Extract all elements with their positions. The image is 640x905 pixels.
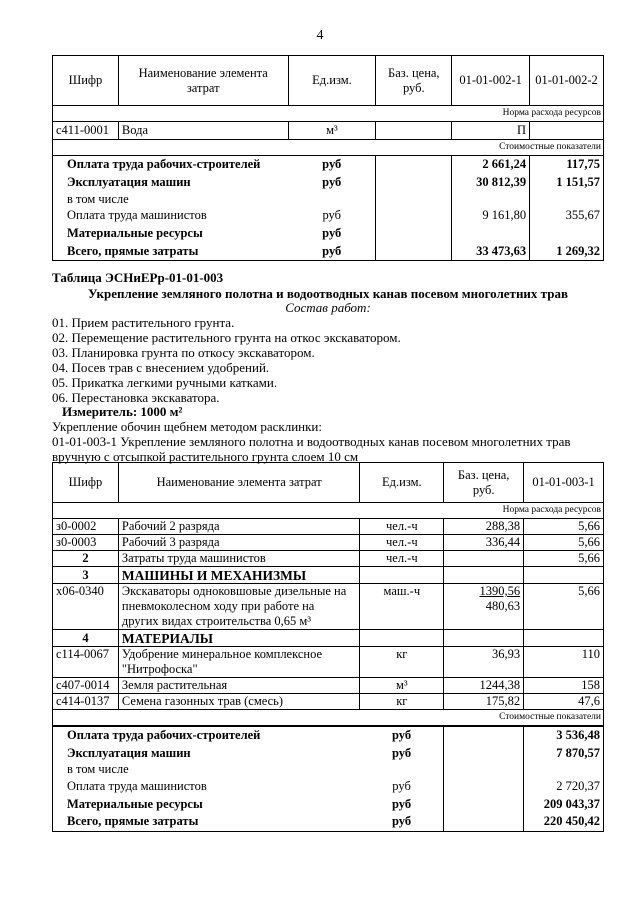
step-item: 01. Прием растительного грунта.: [52, 315, 235, 330]
material-value: 110: [524, 647, 604, 678]
cost-value-1: 2 661,24: [452, 156, 530, 174]
material-row: [53, 678, 604, 694]
cost-price: [376, 174, 452, 192]
material-price: 1244,38: [444, 678, 524, 694]
cost-value-2: 117,75: [530, 156, 604, 174]
material-code: с407-0014: [53, 678, 119, 694]
table-row: [53, 535, 604, 551]
cost-value-1: 33 473,63: [452, 243, 530, 261]
cost-value-2: 1 269,32: [530, 243, 604, 261]
header-price: Баз. цена, руб.: [376, 56, 452, 106]
section-subtitle: Укрепление земляного полотна и водоотводных канав посевом многолетних трав: [88, 286, 568, 301]
cost-price: [444, 795, 524, 813]
t2-cost-label: Стоимостные показатели: [53, 710, 604, 727]
cost-price: [376, 192, 452, 207]
header-name: Наименование элемента затрат: [118, 56, 288, 106]
cost-name: Оплата труда машинистов: [53, 207, 289, 225]
row-value: 5,66: [524, 519, 604, 535]
cost-value-2: [530, 192, 604, 207]
machine-name-line3: других видах строительства 0,65 м³: [121, 614, 312, 628]
machine-name-line2: пневмоколесном ходу при работе на: [121, 599, 315, 613]
cost-name: Эксплуатация машин: [53, 744, 360, 762]
desc-line-2: 01-01-003-1 Укрепление земляного полотна и водоотводных канав посевом многолетних трав: [52, 434, 571, 449]
cost-label: Стоимостные показатели: [53, 140, 604, 156]
resource-value-1: П: [452, 122, 530, 140]
cost-unit: руб: [288, 174, 376, 192]
materials-section-title: МАТЕРИАЛЫ: [118, 630, 359, 647]
cost-value: 7 870,57: [524, 744, 604, 762]
cost-value-1: [452, 225, 530, 243]
cost-name: Оплата труда машинистов: [53, 777, 360, 795]
table-row: [53, 551, 604, 567]
t2-header-col1: 01-01-003-1: [524, 463, 604, 503]
cost-value: 220 450,42: [524, 813, 604, 831]
header-col2: 01-01-002-2: [530, 56, 604, 106]
cost-name: Эксплуатация машин: [53, 174, 289, 192]
cost-price: [444, 744, 524, 762]
cost-value: 3 536,48: [524, 726, 604, 744]
cost-unit: руб: [360, 777, 444, 795]
cost-unit: руб: [288, 225, 376, 243]
row-code: 2: [53, 551, 119, 567]
cost-row: [53, 762, 604, 777]
cost-row: [53, 243, 604, 261]
material-name: [118, 694, 359, 710]
cost-name: в том числе: [53, 762, 360, 777]
page-number: 4: [316, 28, 324, 43]
material-name-line1: Земля растительная: [121, 678, 228, 692]
cost-row: [53, 813, 604, 831]
step-item: 05. Прикатка легкими ручными катками.: [52, 375, 278, 390]
step-item: 04. Посев трав с внесением удобрений.: [52, 360, 270, 375]
row-unit: чел.-ч: [360, 551, 444, 567]
material-row: [53, 694, 604, 710]
cost-unit: руб: [360, 726, 444, 744]
row-unit: чел.-ч: [360, 519, 444, 535]
header-unit: Ед.изм.: [288, 56, 376, 106]
cost-row: [53, 795, 604, 813]
cost-value-1: 30 812,39: [452, 174, 530, 192]
machine-price-1: 1390,56: [479, 584, 521, 598]
material-row: [53, 647, 604, 678]
cost-value-2: 355,67: [530, 207, 604, 225]
table-row: [53, 519, 604, 535]
machine-value: 5,66: [524, 584, 604, 630]
step-item: 02. Перемещение растительного грунта на откос экскаватором.: [52, 330, 401, 345]
material-code: с414-0137: [53, 694, 119, 710]
row-code: з0-0002: [53, 519, 119, 535]
cost-unit: [288, 192, 376, 207]
cost-unit: руб: [360, 813, 444, 831]
composition-label: Состав работ:: [285, 300, 371, 315]
material-value: 158: [524, 678, 604, 694]
resource-value-2: [530, 122, 604, 140]
t2-norm-label: Норма расхода ресурсов: [53, 503, 604, 519]
cost-name: Оплата труда рабочих-строителей: [53, 726, 360, 744]
resource-price: [376, 122, 452, 140]
material-name-line1: Удобрение минеральное комплексное: [121, 647, 323, 661]
row-name: Рабочий 3 разряда: [118, 535, 359, 551]
header-code: Шифр: [53, 56, 119, 106]
machines-section-title: МАШИНЫ И МЕХАНИЗМЫ: [118, 567, 359, 584]
machine-name-line1: Экскаваторы одноковшовые дизельные на: [121, 584, 347, 598]
row-price: [444, 551, 524, 567]
cost-price: [444, 726, 524, 744]
cost-row: [53, 726, 604, 744]
machine-code: х06-0340: [53, 584, 119, 630]
material-code: с114-0067: [53, 647, 119, 678]
cost-row: [53, 192, 604, 207]
cost-name: Всего, прямые затраты: [53, 243, 289, 261]
step-item: 06. Перестановка экскаватора.: [52, 390, 220, 405]
cost-row: [53, 744, 604, 762]
cost-price: [376, 207, 452, 225]
materials-section-number: 4: [53, 630, 119, 647]
machine-price-2: 480,63: [485, 599, 521, 613]
row-value: 5,66: [524, 551, 604, 567]
cost-unit: руб: [360, 795, 444, 813]
row-value: 5,66: [524, 535, 604, 551]
material-unit: м³: [360, 678, 444, 694]
cost-price: [376, 243, 452, 261]
resource-code: с411-0001: [53, 122, 119, 140]
table-resources-003: [52, 462, 604, 832]
machine-unit: маш.-ч: [360, 584, 444, 630]
cost-name: Всего, прямые затраты: [53, 813, 360, 831]
material-name-line1: Семена газонных трав (смесь): [121, 694, 284, 708]
material-name-line2: "Нитрофоска": [121, 662, 198, 676]
cost-row: [53, 777, 604, 795]
cost-price: [444, 777, 524, 795]
material-value: 47,6: [524, 694, 604, 710]
resource-name: Вода: [118, 122, 288, 140]
row-price: 288,38: [444, 519, 524, 535]
material-unit: кг: [360, 694, 444, 710]
row-price: 336,44: [444, 535, 524, 551]
norm-label: Норма расхода ресурсов: [53, 106, 604, 122]
table-resources-002: [52, 55, 604, 261]
cost-price: [376, 225, 452, 243]
row-code: з0-0003: [53, 535, 119, 551]
cost-value-1: [452, 192, 530, 207]
cost-row: [53, 225, 604, 243]
cost-value-2: 1 151,57: [530, 174, 604, 192]
cost-row: [53, 207, 604, 225]
cost-value: 209 043,37: [524, 795, 604, 813]
t2-header-unit: Ед.изм.: [360, 463, 444, 503]
cost-name: Материальные ресурсы: [53, 795, 360, 813]
desc-line-1: Укрепление обочин щебнем методом расклинки:: [52, 419, 322, 434]
material-name: [118, 647, 359, 678]
cost-unit: [360, 762, 444, 777]
material-price: 175,82: [444, 694, 524, 710]
desc-line-3: вручную с отсыпкой растительного грунта слоем 10 см: [52, 449, 359, 464]
cost-unit: руб: [288, 156, 376, 174]
table-title: Таблица ЭСНиЕРр-01-01-003: [52, 270, 224, 285]
cost-value: [524, 762, 604, 777]
t2-header-price: Баз. цена, руб.: [444, 463, 524, 503]
cost-value-2: [530, 225, 604, 243]
cost-price: [444, 762, 524, 777]
cost-name: в том числе: [53, 192, 289, 207]
cost-row: [53, 156, 604, 174]
measure: Измеритель: 1000 м²: [62, 404, 183, 419]
resource-unit: м³: [288, 122, 376, 140]
cost-unit: руб: [288, 243, 376, 261]
steps-list: [52, 315, 401, 405]
t2-header-name: Наименование элемента затрат: [118, 463, 359, 503]
row-name: Затраты труда машинистов: [118, 551, 359, 567]
header-col1: 01-01-002-1: [452, 56, 530, 106]
cost-unit: руб: [288, 207, 376, 225]
cost-unit: руб: [360, 744, 444, 762]
t2-header-code: Шифр: [53, 463, 119, 503]
cost-value: 2 720,37: [524, 777, 604, 795]
cost-row: [53, 174, 604, 192]
row-unit: чел.-ч: [360, 535, 444, 551]
cost-name: Материальные ресурсы: [53, 225, 289, 243]
cost-name: Оплата труда рабочих-строителей: [53, 156, 289, 174]
step-item: 03. Планировка грунта по откосу экскаватором.: [52, 345, 315, 360]
material-price: 36,93: [444, 647, 524, 678]
cost-price: [376, 156, 452, 174]
material-unit: кг: [360, 647, 444, 678]
material-name: [118, 678, 359, 694]
row-name: Рабочий 2 разряда: [118, 519, 359, 535]
machines-section-number: 3: [53, 567, 119, 584]
cost-value-1: 9 161,80: [452, 207, 530, 225]
cost-price: [444, 813, 524, 831]
